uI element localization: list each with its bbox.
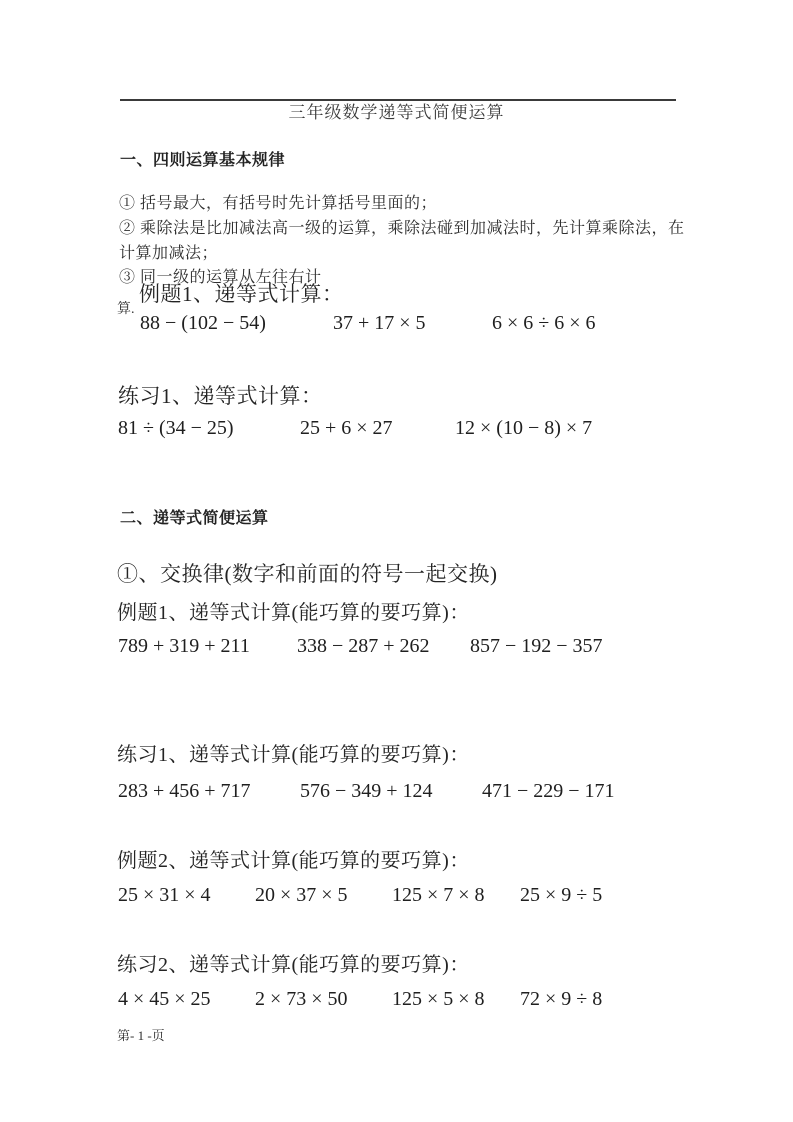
math-problem: 6 × 6 ÷ 6 × 6 — [492, 312, 596, 334]
rule-line-3-wrap-fragment: 算. — [117, 302, 135, 317]
math-problem: 25 × 31 × 4 — [118, 884, 211, 906]
doc-title: 三年级数学递等式简便运算 — [288, 103, 505, 122]
section2-example2-label: 例题2、递等式计算(能巧算的要巧算)： — [117, 850, 470, 872]
math-problem: 20 × 37 × 5 — [255, 884, 348, 906]
math-problem: 471 − 229 − 171 — [482, 780, 615, 802]
section1-heading: 一、四则运算基本规律 — [120, 152, 286, 169]
math-problem: 283 + 456 + 717 — [118, 780, 251, 802]
section2-practice1-label: 练习1、递等式计算(能巧算的要巧算)： — [117, 744, 470, 766]
math-problem: 338 − 287 + 262 — [297, 635, 430, 657]
math-problem: 125 × 7 × 8 — [392, 884, 485, 906]
title-divider-line — [120, 99, 676, 101]
math-problem: 25 + 6 × 27 — [300, 417, 393, 439]
math-problem: 88 − (102 − 54) — [140, 312, 266, 334]
math-problem: 4 × 45 × 25 — [118, 988, 211, 1010]
math-problem: 857 − 192 − 357 — [470, 635, 603, 657]
section1-example1-label: 例题1、递等式计算： — [139, 282, 344, 306]
math-problem: 789 + 319 + 211 — [118, 635, 250, 657]
rule-line-2: ② 乘除法是比加减法高一级的运算，乘除法碰到加减法时，先计算乘除法，在 — [119, 220, 685, 237]
math-problem: 81 ÷ (34 − 25) — [118, 417, 234, 439]
math-problem: 576 − 349 + 124 — [300, 780, 433, 802]
page-footer: 第- 1 -页 — [117, 1028, 165, 1043]
rule-line-1: ① 括号最大，有括号时先计算括号里面的； — [119, 195, 438, 212]
rule-line-3: ③ 同一级的运算从左往右计 — [119, 269, 322, 286]
section1-practice1-label: 练习1、递等式计算： — [118, 384, 323, 408]
section2-heading: 二、递等式简便运算 — [120, 510, 269, 527]
math-problem: 12 × (10 − 8) × 7 — [455, 417, 593, 439]
rule-line-2-continuation: 计算加减法； — [119, 245, 219, 262]
math-problem: 125 × 5 × 8 — [392, 988, 485, 1010]
math-problem: 2 × 73 × 50 — [255, 988, 348, 1010]
math-problem: 25 × 9 ÷ 5 — [520, 884, 603, 906]
math-problem: 37 + 17 × 5 — [333, 312, 426, 334]
section2-example1-label: 例题1、递等式计算(能巧算的要巧算)： — [117, 602, 470, 624]
math-problem: 72 × 9 ÷ 8 — [520, 988, 603, 1010]
section2-practice2-label: 练习2、递等式计算(能巧算的要巧算)： — [117, 954, 470, 976]
section2-rule1-title: ①、交换律(数字和前面的符号一起交换) — [117, 562, 498, 586]
